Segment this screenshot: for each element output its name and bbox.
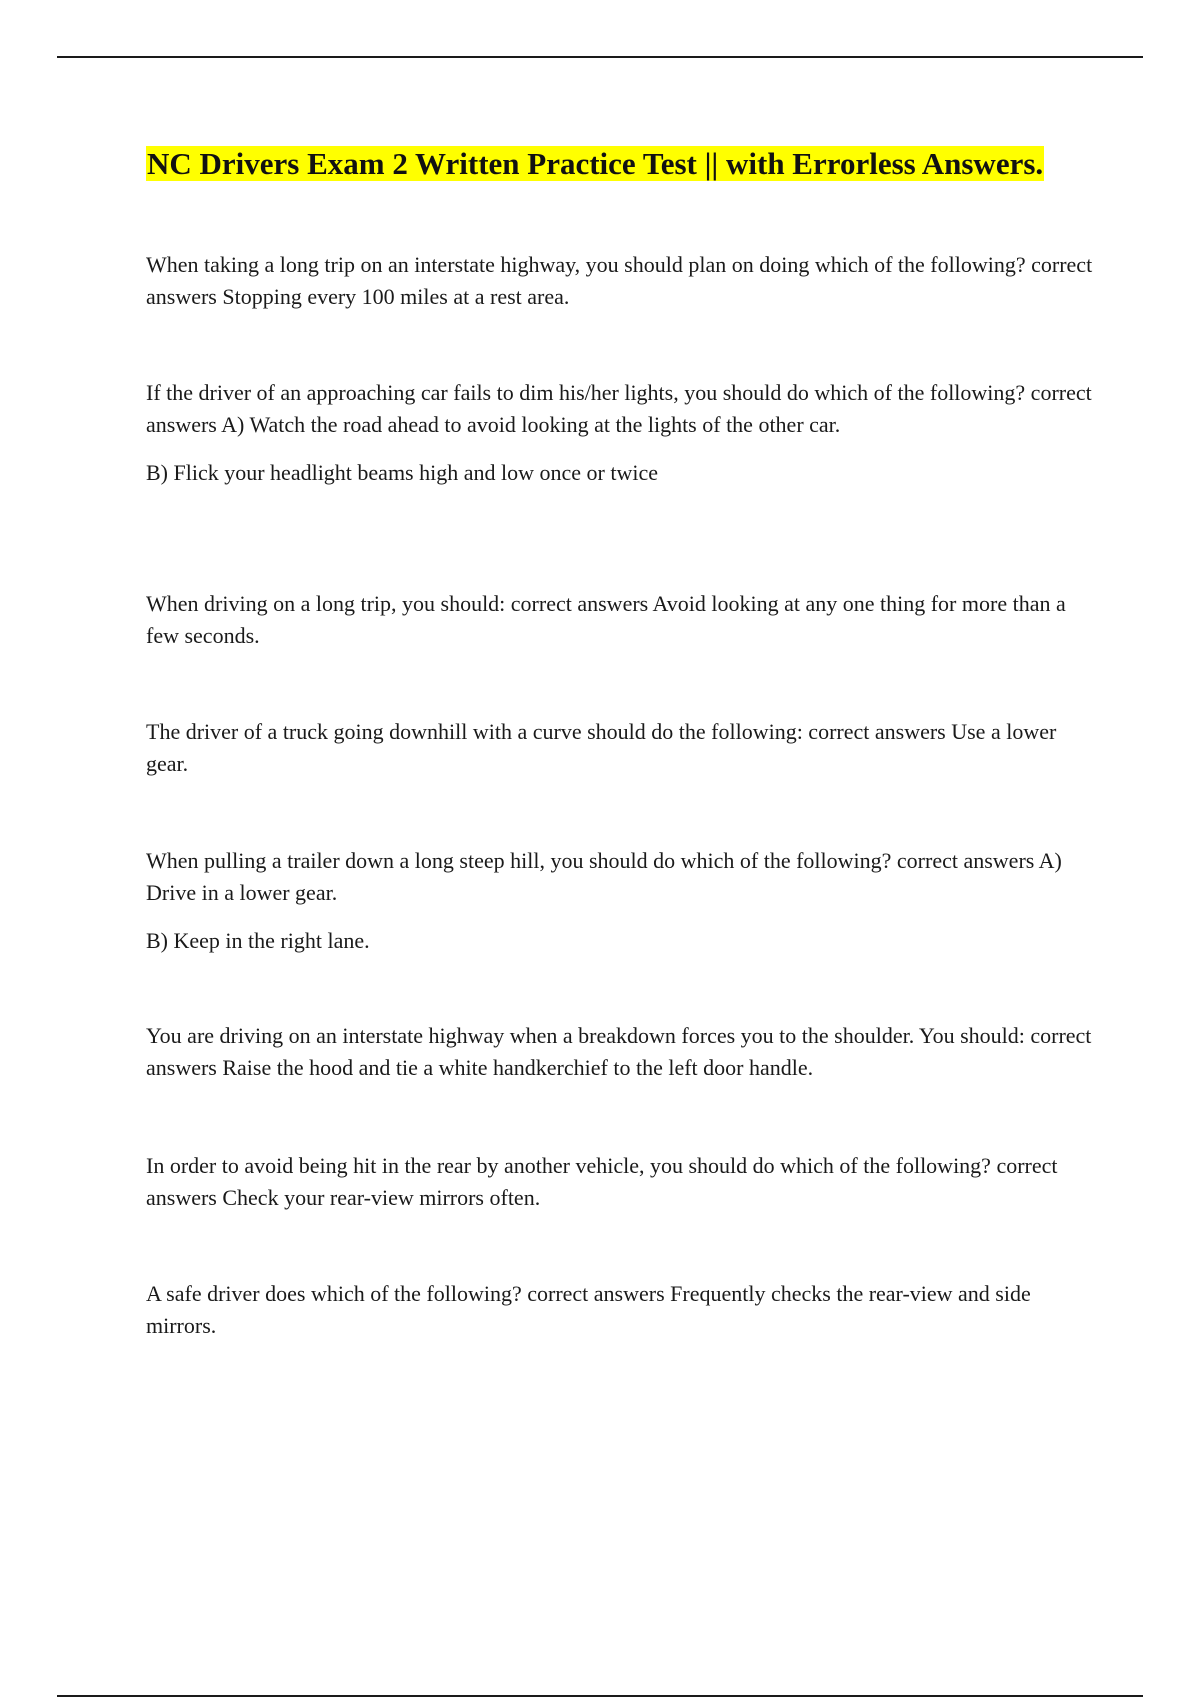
qa-item-5 xyxy=(146,845,1096,957)
qa-paragraph: B) Keep in the right lane. xyxy=(146,928,370,953)
qa-paragraph: In order to avoid being hit in the rear by another vehicle, you should do which of the following? correct answers Check your rear-view mirrors often. xyxy=(146,1153,1058,1210)
document-title-text: NC Drivers Exam 2 Written Practice Test || with Errorless Answers. xyxy=(147,146,1044,181)
qa-paragraph: A safe driver does which of the following? correct answers Frequently checks the rear-view and side mirrors. xyxy=(146,1281,1031,1338)
qa-paragraph: If the driver of an approaching car fails to dim his/her lights, you should do which of the following? correct answers A) Watch the road ahead to avoid looking at the lights of the other car. xyxy=(146,380,1092,437)
qa-item-7 xyxy=(146,1150,1096,1214)
footer-rule xyxy=(57,1695,1143,1697)
header-rule xyxy=(57,56,1143,58)
qa-item-4 xyxy=(146,716,1096,780)
qa-paragraph: The driver of a truck going downhill with a curve should do the following: correct answers Use a lower gear. xyxy=(146,719,1057,776)
qa-item-8 xyxy=(146,1278,1096,1342)
qa-paragraph: When driving on a long trip, you should: correct answers Avoid looking at any one thing for more than a few seconds. xyxy=(146,591,1066,648)
qa-item-1 xyxy=(146,249,1096,313)
qa-paragraph: B) Flick your headlight beams high and low once or twice xyxy=(146,460,658,485)
qa-item-6 xyxy=(146,1020,1096,1084)
qa-paragraph: When pulling a trailer down a long steep hill, you should do which of the following? correct answers A) Drive in a lower gear. xyxy=(146,848,1062,905)
qa-item-3 xyxy=(146,588,1096,652)
document-title xyxy=(146,144,1044,184)
qa-paragraph: When taking a long trip on an interstate highway, you should plan on doing which of the following? correct answers Stopping every 100 miles at a rest area. xyxy=(146,252,1093,309)
qa-paragraph: You are driving on an interstate highway when a breakdown forces you to the shoulder. You should: correct answers Raise the hood and tie a white handkerchief to the left door handle. xyxy=(146,1023,1092,1080)
qa-item-2 xyxy=(146,377,1096,489)
